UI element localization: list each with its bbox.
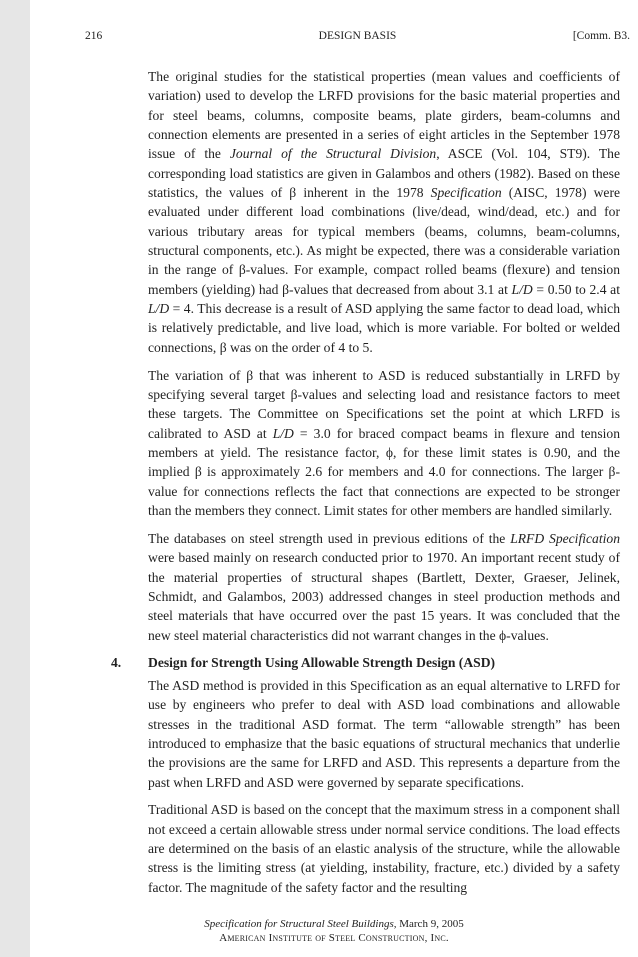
footer-spec-line bbox=[30, 917, 638, 931]
header-title: DESIGN BASIS bbox=[318, 30, 397, 42]
paragraph-traditional-asd: Traditional ASD is based on the concept that the maximum stress in a component shall not exceed a certain allowable stress under normal service conditions. The load effects are determined on the basis of an elastic analysis of the structure, while the allowable stress is the limiting stress (at yielding, instability, fracture, etc.) divided by a safety factor. The magnitude of the safety factor and the resulting bbox=[148, 802, 620, 895]
section-title: Design for Strength Using Allowable Strength Design (ASD) bbox=[148, 655, 496, 671]
page-body bbox=[111, 67, 620, 906]
paragraph-databases: The databases on steel strength used in previous editions of the LRFD Specification were based mainly on research conducted prior to 1970. An important recent study of the material properties of structural shapes (Bartlett, Dexter, Graeser, Jelinek, Schmidt, and Galambos, 2003) addressed changes in steel production methods and steel materials that have occurred over the past 15 years. It was concluded that the new steel material characteristics did not warrant changes in the ϕ-values. bbox=[148, 530, 620, 643]
page-footer bbox=[30, 917, 638, 945]
footer-spec-title: Specification for Structural Steel Buildings, bbox=[204, 918, 397, 930]
section-number: 4. bbox=[111, 655, 122, 671]
footer-date: March 9, 2005 bbox=[399, 918, 464, 930]
document-page bbox=[30, 0, 638, 957]
running-header bbox=[85, 28, 630, 44]
paragraph-beta-variation: The variation of β that was inherent to ASD is reduced substantially in LRFD by specifying several target β-values and selecting load and resistance factors to meet these targets. The Committee on Specifications set the point at which LRFD is calibrated to ASD at L/D = 3.0 for braced compact beams in flexure and tension members at yield. The resistance factor, ϕ, for these limit states is 0.90, and the implied β is approximately 2.6 for members and 4.0 for connections. The larger β-value for connections reflects the fact that connections are expected to be stronger than the members they connect. Limit states for other members are handled similarly. bbox=[148, 367, 620, 519]
paragraph-statistical-studies: The original studies for the statistical properties (mean values and coefficients of variation) used to develop the LRFD provisions for the basic material properties and for steel beams, columns, composite beams, plate girders, beam-columns and connection elements are presented in a series of eight articles in the September 1978 issue of the Journal of the Structural Division, ASCE (Vol. 104, ST9). The corresponding load statistics are given in Galambos and others (1982). Based on these statistics, the values of β inherent in the 1978 Specification (AISC, 1978) were evaluated under different load combinations (live/dead, wind/dead, etc.) and for various tributary areas for typical members (beams, columns, beam-columns, structural components, etc.). As might be expected, there was a considerable variation in the range of β-values. For example, compact rolled beams (flexure) and tension members (yielding) had β-values that decreased from about 3.1 at L/D = 0.50 to 2.4 at L/D = 4. This decrease is a result of ASD applying the same factor to dead load, which is relatively predictable, and live load, which is more variable. For bolted or welded connections, β was on the order of 4 to 5. bbox=[148, 69, 620, 355]
section-heading bbox=[111, 653, 620, 672]
header-section: [Comm. B3. bbox=[572, 30, 630, 42]
footer-publisher: American Institute of Steel Construction, Inc. bbox=[219, 932, 449, 944]
paragraph-asd-method: The ASD method is provided in this Specification as an equal alternative to LRFD for use by engineers who prefer to deal with ASD load combinations and allowable stresses in the traditional ASD format. The term “allowable strength” has been introduced to emphasize that the basic equations of structural mechanics that underlie the provisions are the same for LRFD and ASD. This represents a departure from the past when LRFD and ASD were governed by separate specifications. bbox=[148, 677, 620, 790]
page-number: 216 bbox=[85, 30, 103, 42]
